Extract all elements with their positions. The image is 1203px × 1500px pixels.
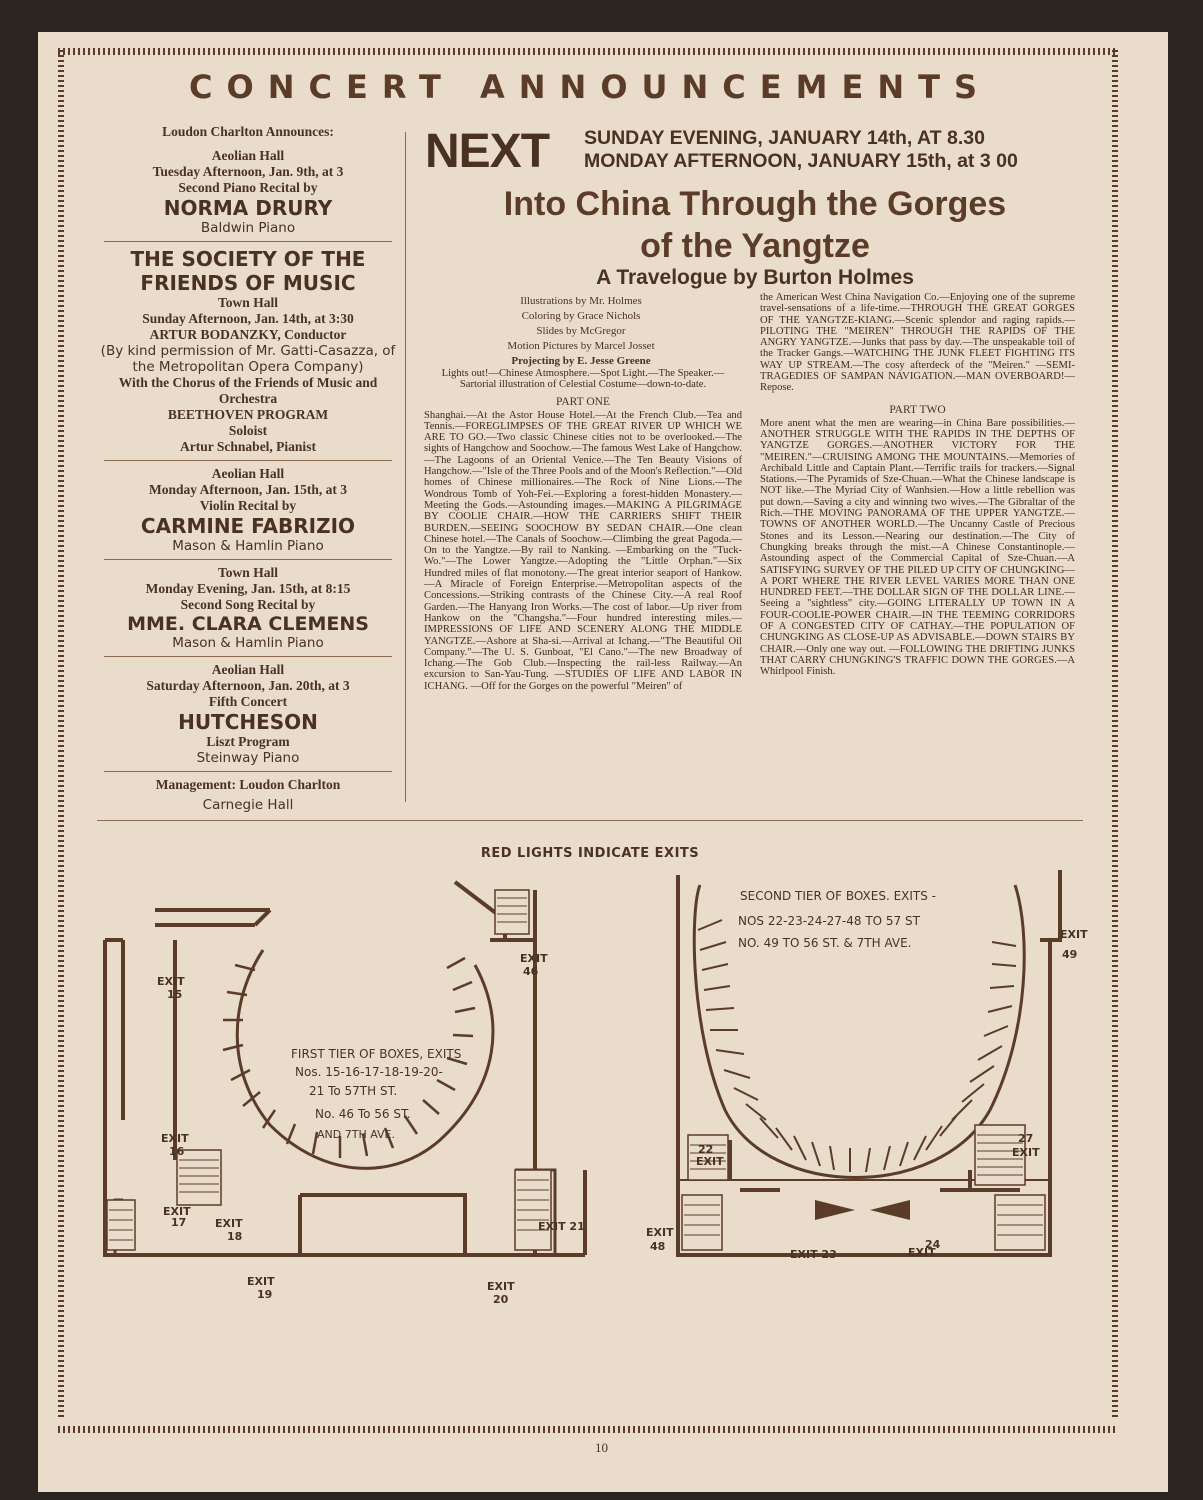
first-tier-floor-plan (95, 870, 595, 1306)
part-one-text: Shanghai.—At the Astor House Hotel.—At the French Club.—Tea and Tennis.—FOREGLIMPSES OF THE GREAT RIVER UP WHICH WE ARE TO GO.—Two classic Chinese cities not to be overlooked.—The sights of Hangchow and Soochow.—The famous West Lake of Hangchow.—The Lagoons of an Oriental Venice.—The Ten Beauty Visions of Hangchow.—"Isle of the Three Pools and of the Moon's Reflection."—Old homes of Chinese millionaires.—The Rock of Nine Lions.—The Wondrous Tomb of Yoh-Fei.—Exploring a forest-hidden Monastery.—Meeting the Gods.—Astounding images.—MAKING A PILGRIMAGE BY COOLIE CHAIR.—HOW THE CARRIERS SHIFT THEIR BURDEN.—SEEING SOOCHOW BY SEDAN CHAIR.—One clean Chinese hotel.—The Canals of Soochow.—Climbing the great Pagoda.—On to the Yangtze.—By rail to Nanking. —Embarking on the "Tuck-Wo."—The Lower Yangtze.—Adopting the "Little Orphan."—Six Hundred miles of flat monotony.—The great interior seaport of Hankow.—A Miracle of Foreign Enterprise.—Metropolitan aspects of the Concessions.—Striking contrasts of the Chinese City.—A real Roof Garden.—The Hanyang Iron Works.—The cost of labor.—Up river from Hankow on the "Changsha."—Four hundred interesting miles.—IMPRESSIONS OF LIFE AND SCENERY ALONG THE MIDDLE YANGTZE.—Ashore at Sha-si.—Arrival at Ichang.—"The Beautiful Oil Company."—The U. S. Gunboat, "El Cano."—The new Broadway of Ichang.—The Gob Club.—Inspecting the rail-less Railway.—An excursion to San-Yau-Tung. —STUDIES OF LIFE AND LABOR IN ICHANG. —Off for the Gorges on the powerful "Meiren" of (424, 409, 742, 692)
exit-number: 18 (227, 1230, 243, 1243)
soloist-label: Soloist (228, 423, 268, 438)
credits (420, 294, 742, 369)
exit-label: EXIT 21 (538, 1220, 585, 1233)
left-announcements (100, 124, 396, 813)
plan-caption: Nos. 15-16-17-18-19-20- (295, 1065, 443, 1079)
exit-label: EXIT (163, 1205, 191, 1218)
conductor: ARTUR BODANZKY, Conductor (149, 327, 347, 342)
plan-caption: FIRST TIER OF BOXES, EXITS (291, 1047, 462, 1061)
artist-name: CARMINE FABRIZIO (140, 514, 356, 538)
org-name: THE SOCIETY OF THE FRIENDS OF MUSIC (130, 247, 366, 295)
divider (104, 559, 392, 560)
exit-number: 49 (1062, 948, 1078, 961)
exit-number: 19 (257, 1288, 273, 1301)
intro-text: Lights out!—Chinese Atmosphere.—Spot Light.—The Speaker.—Sartorial illustration of Celestial Costume—down-to-date. (441, 368, 725, 391)
page-header: CONCERT ANNOUNCEMENTS (189, 68, 991, 106)
venue: Aeolian Hall (211, 466, 285, 481)
artist-name: NORMA DRURY (163, 196, 333, 220)
exit-label: EXIT (696, 1155, 724, 1168)
column-divider (405, 132, 406, 802)
divider (104, 460, 392, 461)
divider (104, 656, 392, 657)
plan-caption: No. 46 To 56 ST. (315, 1107, 411, 1121)
date-time: Saturday Afternoon, Jan. 20th, at 3 (146, 678, 350, 693)
plan-caption: AND 7TH AVE. (317, 1128, 395, 1141)
chorus-note: With the Chorus of the Friends of Music and Orchestra (118, 375, 378, 406)
exit-label: EXIT (908, 1246, 936, 1259)
continued-text: the American West China Navigation Co.—Enjoying one of the supreme travel-sensations of a life-time.—THROUGH THE GREAT GORGES OF THE YANGTZE-KIANG.—Scenic splendor and raging rapids.—PILOTING THE "MEIREN" THROUGH THE RAPIDS OF THE ANGRY YANGTZE.—Junks that pass by day.—The unspeakable toil of the Tracker Gangs.—WATCHING THE JUNK FLEET FIGHTING ITS WAY UP STREAM.—The cosy afterdeck of the "Meiren." —SEMI-TRAGEDIES OF SAMPAN NAVIGATION.—MAN OVERBOARD!—Repose. (760, 292, 1075, 394)
exit-label: EXIT (487, 1280, 515, 1293)
program: BEETHOVEN PROGRAM (167, 407, 329, 422)
event-type: Second Piano Recital by (178, 180, 318, 195)
program-column-2 (760, 292, 1075, 678)
artist-name: HUTCHESON (178, 710, 318, 734)
exit-number: 17 (171, 1216, 187, 1229)
plan-caption: 21 To 57TH ST. (309, 1084, 398, 1098)
part-two-text: More anent what the men are wearing—in China Bare possibilities.—ANOTHER STRUGGLE WITH THE RAPIDS IN THE DEPTHS OF YANGTZE GORGES.—ANOTHER VICTORY FOR THE "MEIREN."—CRUISING AMONG THE MOUNTAINS.—Memories of Archibald Little and Captain Plant.—Terrific trails for trackers.—Signal Stations.—The Pyramids of Sze-Chuan.—What the Chinese landscape is NOT like.—The Myriad City of Wanhsien.—How a little rebellion was put down.—Saving a city and winning two wives.—The Gibraltar of the Rich.—THE MOVING PANORAMA OF THE UPPER YANGTZE.—TOWNS OF ANOTHER WORLD.—The Uncanny Castle of Precious Stones and its Lesson.—Nearing our destination.—The City of Chungking breaks through the mist.—A Chinese Constantinople.—Astounding aspect of the Commercial Capital of Sze-Chuan.—A SATISFYING SURVEY OF THE PILED UP CITY OF CHUNGKING—A PORT WHERE THE RIVER LEVEL VARIES MORE THAN ONE HUNDRED FEET.—THE DOLLAR SIGN OF THE DOLLAR LINE.—Seeing a "sightless" city.—GOING LITERALLY UP TOWN IN A FOUR-COOLIE-POWER CHAIR.—IN THE TEEMING CORRIDORS OF A CONGESTED CITY OF CATHAY.—THE POPULATION OF CHUNGKING AS CLOSE-UP AS ADVISABLE.—DOWN STAIRS BY CHAIR.—Only one way out. —FOLLOWING THE DRIFTING JUNKS THAT CARRY CHUNGKING'S TRAFFIC DOWN THE GORGES.—A Whirlpool Finish. (760, 417, 1075, 678)
date-line-1: SUNDAY EVENING, JANUARY 14th, AT 8.30 (584, 127, 985, 149)
exit-number: 20 (493, 1293, 509, 1306)
exit-number: 46 (523, 965, 539, 978)
exit-label: EXIT (215, 1217, 243, 1230)
page-number: 10 (595, 1440, 608, 1455)
credit-line: Motion Pictures by Marcel Josset (507, 340, 655, 352)
piano-credit: Mason & Hamlin Piano (172, 538, 324, 554)
venue: Aeolian Hall (211, 662, 285, 677)
credit-line: Coloring by Grace Nichols (521, 310, 641, 322)
top-border (58, 48, 1118, 55)
date-time: Tuesday Afternoon, Jan. 9th, at 3 (152, 164, 344, 179)
plan-caption: NO. 49 TO 56 ST. & 7TH AVE. (738, 936, 912, 950)
next-label: NEXT (425, 125, 550, 178)
exits-heading: RED LIGHTS INDICATE EXITS (480, 846, 700, 861)
permission-note: (By kind permission of Mr. Gatti-Casazza, of the Metropolitan Opera Company) (100, 343, 396, 375)
divider (104, 771, 392, 772)
left-border (58, 50, 64, 1420)
plan-caption: NOS 22-23-24-27-48 TO 57 ST (738, 914, 920, 928)
exit-label: EXIT 23 (790, 1248, 837, 1261)
exit-number: 22 (698, 1143, 714, 1156)
projecting-credit: Projecting by E. Jesse Greene (511, 355, 651, 367)
plan-caption: SECOND TIER OF BOXES. EXITS - (740, 889, 937, 903)
event-dates (584, 127, 1018, 173)
venue: Town Hall (218, 565, 278, 580)
soloist-name: Artur Schnabel, Pianist (180, 439, 316, 454)
section-divider (97, 820, 1083, 821)
bottom-border (58, 1426, 1118, 1433)
right-border (1112, 50, 1118, 1420)
exit-label: EXIT (520, 952, 548, 965)
exit-label: EXIT (646, 1226, 674, 1239)
divider (104, 241, 392, 242)
part-two-heading: PART TWO (889, 403, 946, 416)
event-type: Second Song Recital by (180, 597, 316, 612)
date-time: Monday Evening, Jan. 15th, at 8:15 (145, 581, 351, 596)
venue: Aeolian Hall (211, 148, 285, 163)
exit-number: 24 (925, 1238, 941, 1251)
second-tier-floor-plan (640, 870, 1090, 1260)
date-line-2: MONDAY AFTERNOON, JANUARY 15th, at 3 00 (584, 150, 1018, 172)
exit-label: EXIT (157, 975, 185, 988)
event-type: Violin Recital by (199, 498, 297, 513)
piano-credit: Steinway Piano (196, 750, 300, 766)
exit-number: 48 (650, 1240, 666, 1253)
date-time: Monday Afternoon, Jan. 15th, at 3 (148, 482, 347, 497)
exit-label: EXIT (1060, 928, 1088, 941)
credit-line: Slides by McGregor (536, 325, 626, 337)
title-line-2: of the Yangtze (640, 227, 870, 265)
exit-number: 15 (167, 988, 183, 1001)
exit-number: 27 (1018, 1132, 1034, 1145)
artist-name: MME. CLARA CLEMENS (127, 613, 369, 635)
piano-credit: Mason & Hamlin Piano (172, 635, 324, 651)
credit-line: Illustrations by Mr. Holmes (520, 295, 642, 307)
management: Management: Loudon Charlton (155, 777, 341, 792)
management-address: Carnegie Hall (202, 797, 294, 813)
exit-label: EXIT (161, 1132, 189, 1145)
exit-number: 16 (169, 1145, 185, 1158)
part-one-heading: PART ONE (556, 395, 610, 408)
exit-label: EXIT (247, 1275, 275, 1288)
piano-credit: Baldwin Piano (200, 220, 296, 236)
program-column-1 (424, 368, 742, 692)
date-time: Sunday Afternoon, Jan. 14th, at 3:30 (142, 311, 354, 326)
title-line-1: Into China Through the Gorges (503, 185, 1007, 223)
venue: Town Hall (218, 295, 278, 310)
intro-line: Loudon Charlton Announces: (162, 124, 334, 139)
program: Liszt Program (206, 734, 290, 749)
event-type: Fifth Concert (208, 694, 288, 709)
event-title (415, 183, 1095, 267)
event-subtitle: A Travelogue by Burton Holmes (596, 266, 914, 289)
exit-label: EXIT (1012, 1146, 1040, 1159)
